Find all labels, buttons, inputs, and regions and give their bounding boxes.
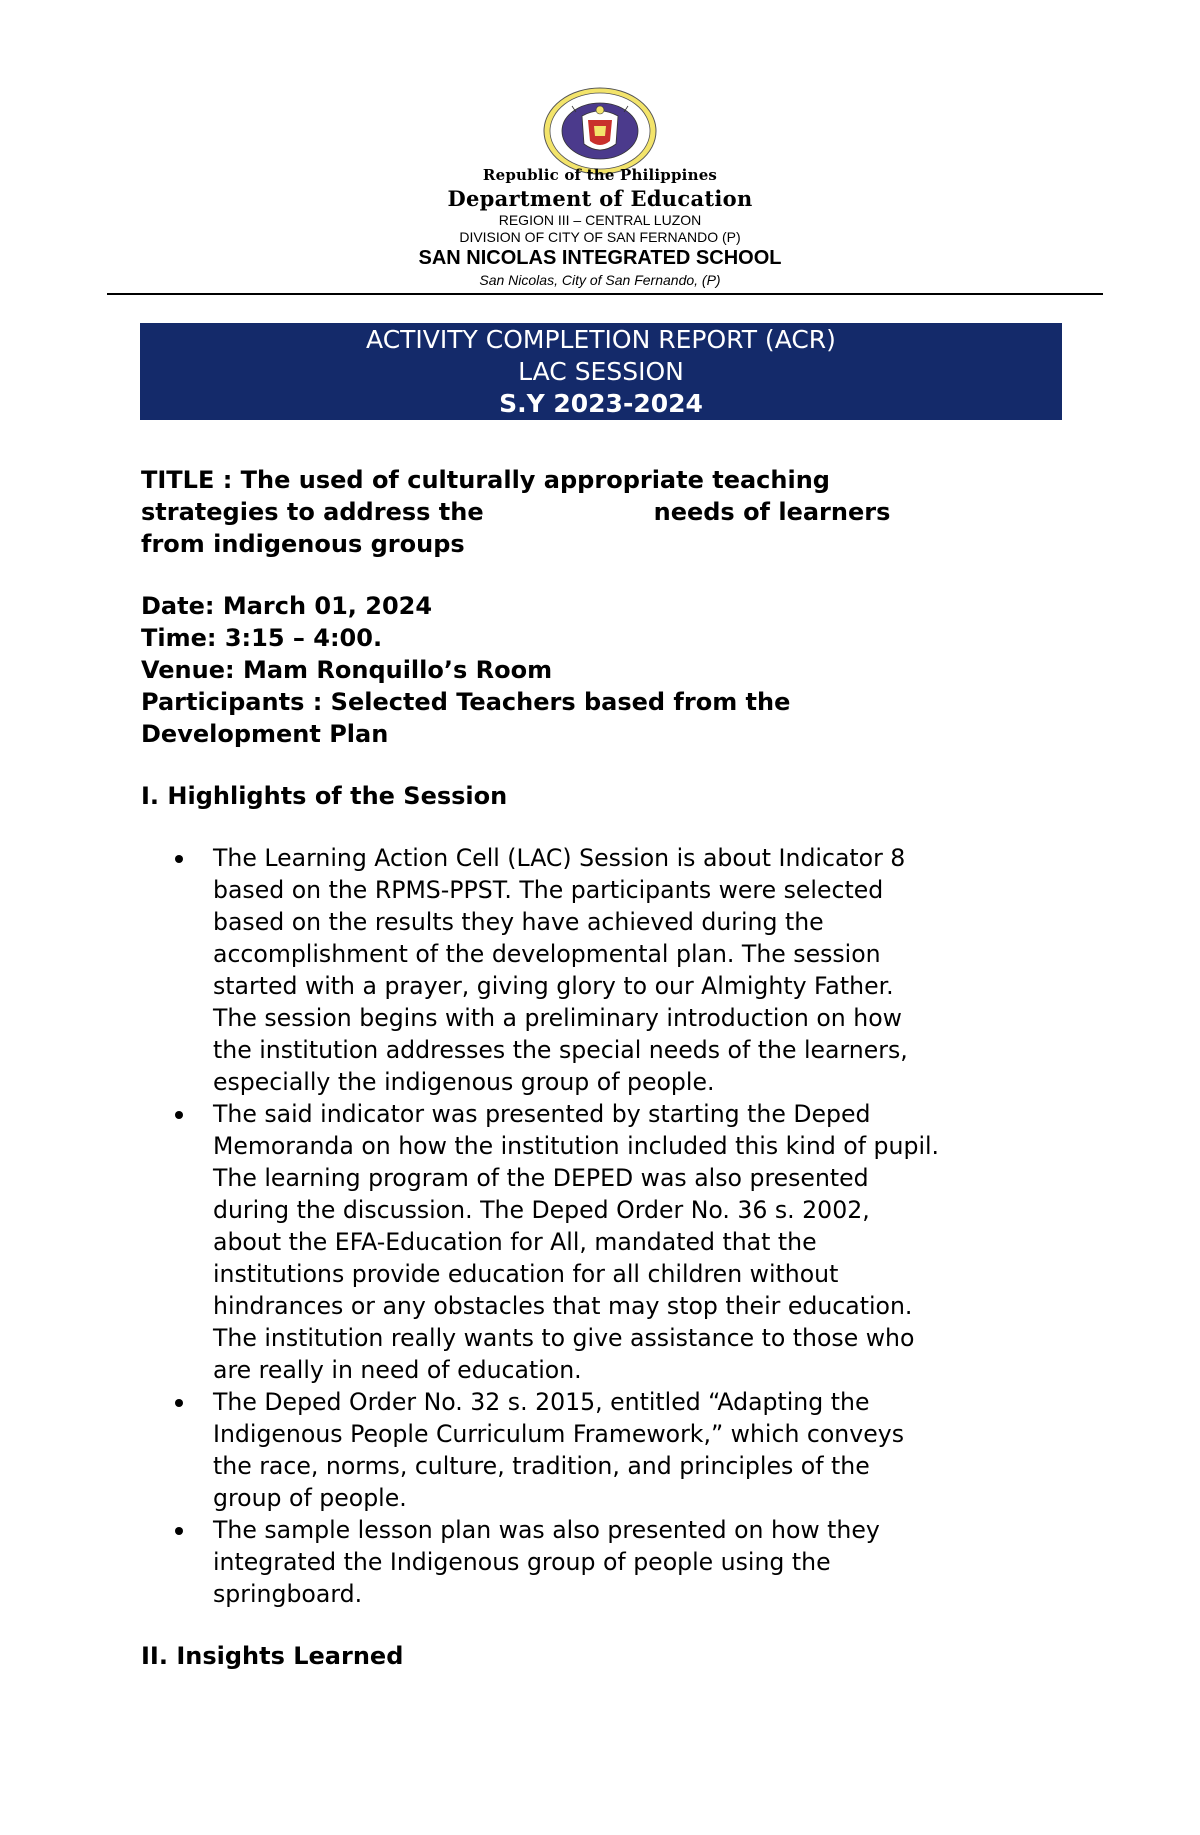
list-item-line: especially the indigenous group of people. <box>213 1068 715 1096</box>
letterhead <box>300 164 900 289</box>
list-item-line: the race, norms, culture, tradition, and principles of the <box>213 1452 870 1480</box>
participants-field: Development Plan <box>141 720 389 748</box>
region-line: REGION III – CENTRAL LUZON <box>498 212 702 228</box>
list-item-line: accomplishment of the developmental plan. The session <box>213 940 881 968</box>
title-line: TITLE : The used of culturally appropriate teaching <box>141 466 830 494</box>
division-line: DIVISION OF CITY OF SAN FERNANDO (P) <box>459 229 741 245</box>
list-item-line: The said indicator was presented by starting the Deped <box>213 1100 871 1128</box>
venue-field: Venue: Mam Ronquillo’s Room <box>141 656 553 684</box>
list-item-line: started with a prayer, giving glory to our Almighty Father. <box>213 972 894 1000</box>
banner-school-year: S.Y 2023-2024 <box>499 389 703 418</box>
bullet-icon <box>175 855 183 863</box>
list-item-line: group of people. <box>213 1484 407 1512</box>
list-item-line: the institution addresses the special needs of the learners, <box>213 1036 908 1064</box>
republic-line: Republic of the Philippines <box>482 166 718 184</box>
report-body <box>141 464 1081 1672</box>
list-item-line: during the discussion. The Deped Order No. 36 s. 2002, <box>213 1196 870 1224</box>
activity-title <box>141 464 1081 560</box>
bullet-icon <box>175 1527 183 1535</box>
list-item-line: The Learning Action Cell (LAC) Session is about Indicator 8 <box>213 844 906 872</box>
list-item-line: hindrances or any obstacles that may stop their education. <box>213 1292 913 1320</box>
list-item-line: integrated the Indigenous group of people using the <box>213 1548 831 1576</box>
banner-title: ACTIVITY COMPLETION REPORT (ACR) <box>366 325 836 354</box>
letterhead-divider <box>107 293 1103 295</box>
list-item-line: institutions provide education for all children without <box>213 1260 839 1288</box>
title-line <box>141 496 1081 528</box>
list-item <box>141 1098 1081 1386</box>
list-item <box>141 1514 1081 1610</box>
report-banner <box>140 323 1062 420</box>
list-item-line: The institution really wants to give assistance to those who <box>213 1324 915 1352</box>
list-item-line: The sample lesson plan was also presented on how they <box>213 1516 880 1544</box>
title-fragment: strategies to address the <box>141 498 484 526</box>
highlights-list <box>141 842 1081 1610</box>
deped-seal-logo <box>542 86 658 176</box>
list-item-line: are really in need of education. <box>213 1356 582 1384</box>
list-item <box>141 842 1081 1098</box>
title-fragment: needs of learners <box>653 498 891 526</box>
list-item-line: about the EFA-Education for All, mandated that the <box>213 1228 817 1256</box>
bullet-icon <box>175 1399 183 1407</box>
activity-details <box>141 590 1081 750</box>
date-field: Date: March 01, 2024 <box>141 592 433 620</box>
participants-field: Participants : Selected Teachers based from the <box>141 688 791 716</box>
school-name: SAN NICOLAS INTEGRATED SCHOOL <box>418 247 782 269</box>
title-line: from indigenous groups <box>141 530 465 558</box>
bullet-icon <box>175 1111 183 1119</box>
list-item-line: springboard. <box>213 1580 363 1608</box>
school-address: San Nicolas, City of San Fernando, (P) <box>479 272 721 288</box>
list-item-line: Indigenous People Curriculum Framework,” which conveys <box>213 1420 904 1448</box>
list-item-line: The session begins with a preliminary introduction on how <box>213 1004 902 1032</box>
banner-subtitle: LAC SESSION <box>518 357 684 386</box>
list-item-line: based on the results they have achieved during the <box>213 908 824 936</box>
list-item <box>141 1386 1081 1514</box>
list-item-line: based on the RPMS-PPST. The participants were selected <box>213 876 884 904</box>
list-item-line: The learning program of the DEPED was also presented <box>213 1164 869 1192</box>
section-heading-highlights: I. Highlights of the Session <box>141 782 508 810</box>
list-item-line: The Deped Order No. 32 s. 2015, entitled “Adapting the <box>213 1388 870 1416</box>
time-field: Time: 3:15 – 4:00. <box>141 624 383 652</box>
department-name: Department of Education <box>447 186 753 211</box>
section-heading-insights: II. Insights Learned <box>141 1642 404 1670</box>
list-item-line: Memoranda on how the institution included this kind of pupil. <box>213 1132 940 1160</box>
